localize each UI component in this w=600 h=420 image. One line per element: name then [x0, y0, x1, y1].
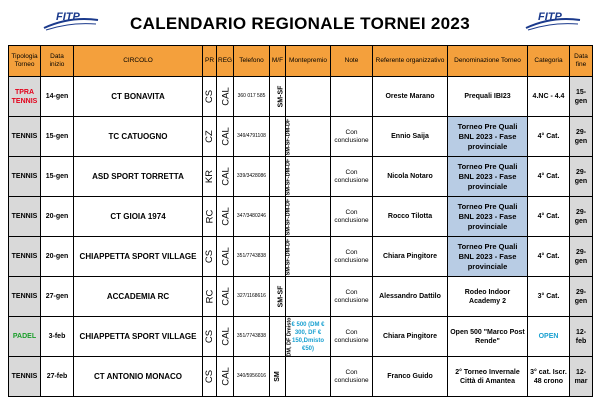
header-tipologia: Tipologia Torneo — [9, 46, 41, 77]
note-cell: Con conclusione — [331, 357, 373, 397]
tipologia-cell: TENNIS — [9, 357, 41, 397]
telefono-cell: 351/7743838 — [234, 237, 270, 277]
pr-cell — [203, 77, 217, 117]
circolo-cell: CHIAPPETTA SPORT VILLAGE — [74, 317, 203, 357]
denominazione-cell: Torneo Pre Quali BNL 2023 - Fase provinciale — [448, 237, 528, 277]
mf-cell — [270, 77, 286, 117]
tipologia-cell: TENNIS — [9, 277, 41, 317]
header-data-inizio: Data inizio — [41, 46, 74, 77]
note-cell: Con conclusione — [331, 317, 373, 357]
table-row — [9, 237, 593, 277]
mf-cell — [270, 317, 293, 357]
svg-text:FITP: FITP — [538, 11, 562, 23]
data-inizio-cell: 27-gen — [41, 277, 74, 317]
header-reg: REG — [217, 46, 234, 77]
table-row — [9, 197, 593, 237]
circolo-cell: CHIAPPETTA SPORT VILLAGE — [74, 237, 203, 277]
referente-cell: Rocco Tilotta — [373, 197, 448, 237]
pr-cell — [203, 277, 217, 317]
tipologia-cell: TPRA TENNIS — [9, 77, 41, 117]
data-inizio-cell: 20-gen — [41, 237, 74, 277]
reg-text: CAL — [220, 206, 232, 226]
table-row — [9, 77, 593, 117]
telefono-cell: 327/1168616 — [234, 277, 270, 317]
montepremio-cell — [286, 277, 331, 317]
circolo-cell: TC CATUOGNO — [74, 117, 203, 157]
categoria-cell: 3° Cat. — [528, 277, 570, 317]
mf-cell — [270, 237, 292, 277]
denominazione-cell: Torneo Pre Quali BNL 2023 - Fase provinciale — [448, 197, 528, 237]
tipologia-cell: TENNIS — [9, 237, 41, 277]
telefono-cell: 339/3428086 — [234, 157, 270, 197]
note-cell: Con conclusione — [331, 117, 373, 157]
circolo-cell: ACCADEMIA RC — [74, 277, 203, 317]
data-fine-cell: 29-gen — [570, 277, 593, 317]
mf-cell — [270, 117, 292, 157]
montepremio-cell — [286, 117, 331, 157]
montepremio-cell — [286, 237, 331, 277]
referente-cell: Chiara Pingitore — [373, 317, 448, 357]
header-note: Note — [331, 46, 373, 77]
tipologia-cell: TENNIS — [9, 197, 41, 237]
reg-text: CAL — [220, 86, 232, 106]
table-row — [9, 157, 593, 197]
circolo-cell: CT GIOIA 1974 — [74, 197, 203, 237]
note-cell: Con conclusione — [331, 157, 373, 197]
table-header-row — [9, 46, 593, 77]
table-row — [9, 277, 593, 317]
categoria-cell: OPEN — [528, 317, 570, 357]
mf-text: SM-SF-DM-DF — [285, 118, 292, 156]
reg-text: CAL — [220, 366, 232, 386]
reg-cell — [217, 77, 234, 117]
montepremio-cell — [286, 357, 331, 397]
categoria-cell: 4° Cat. — [528, 197, 570, 237]
pr-cell — [203, 317, 217, 357]
telefono-cell: 349/4791108 — [234, 117, 270, 157]
categoria-cell: 4° Cat. — [528, 117, 570, 157]
circolo-cell: ASD SPORT TORRETTA — [74, 157, 203, 197]
pr-cell — [203, 117, 217, 157]
table-row — [9, 357, 593, 397]
denominazione-cell: Torneo Pre Quali BNL 2023 - Fase provinciale — [448, 117, 528, 157]
mf-cell — [270, 157, 292, 197]
referente-cell: Chiara Pingitore — [373, 237, 448, 277]
tipologia-cell: TENNIS — [9, 117, 41, 157]
mf-cell — [270, 197, 292, 237]
data-fine-cell: 29-gen — [570, 157, 593, 197]
tipologia-cell: TENNIS — [9, 157, 41, 197]
referente-cell: Oreste Marano — [373, 77, 448, 117]
note-cell: Con conclusione — [331, 277, 373, 317]
categoria-cell: 4.NC - 4.4 — [528, 77, 570, 117]
header-categoria: Categoria — [528, 46, 570, 77]
pr-text: RC — [204, 209, 216, 223]
data-inizio-cell: 15-gen — [41, 157, 74, 197]
pr-text: KR — [204, 169, 216, 183]
reg-cell — [217, 237, 234, 277]
pr-cell — [203, 157, 217, 197]
data-inizio-cell: 27-feb — [41, 357, 74, 397]
data-fine-cell: 12-feb — [570, 317, 593, 357]
header-data-fine: Data fine — [570, 46, 593, 77]
denominazione-cell: 2° Torneo Invernale Città di Amantea — [448, 357, 528, 397]
montepremio-cell: € 500 (DM € 300, DF € 150,Dmisto €50) — [286, 317, 331, 357]
data-inizio-cell: 20-gen — [41, 197, 74, 237]
reg-text: CAL — [220, 126, 232, 146]
categoria-cell: 4° Cat. — [528, 157, 570, 197]
data-fine-cell: 12-mar — [570, 357, 593, 397]
mf-text: SM-SF — [277, 285, 285, 308]
data-fine-cell: 15-gen — [570, 77, 593, 117]
referente-cell: Alessandro Dattilo — [373, 277, 448, 317]
data-inizio-cell: 3-feb — [41, 317, 74, 357]
header-circolo: CIRCOLO — [74, 46, 203, 77]
pr-text: CS — [204, 89, 216, 103]
pr-cell — [203, 197, 217, 237]
pr-text: RC — [204, 289, 216, 303]
telefono-cell: 340/5956016 — [234, 357, 270, 397]
reg-cell — [217, 317, 234, 357]
tipologia-cell: PADEL — [9, 317, 41, 357]
note-cell — [331, 77, 373, 117]
header-referente: Referente organizzativo — [373, 46, 448, 77]
pr-text: CS — [204, 369, 216, 383]
tournament-calendar-table — [8, 45, 593, 397]
montepremio-cell — [286, 157, 331, 197]
table-row — [9, 117, 593, 157]
header-mf: M/F — [270, 46, 286, 77]
reg-text: CAL — [220, 286, 232, 306]
categoria-cell: 4° Cat. — [528, 237, 570, 277]
mf-cell — [270, 357, 286, 397]
reg-cell — [217, 117, 234, 157]
mf-text: SM-SF-DM-DF — [285, 238, 292, 276]
referente-cell: Franco Guido — [373, 357, 448, 397]
reg-cell — [217, 277, 234, 317]
montepremio-cell — [286, 197, 331, 237]
denominazione-cell: Torneo Pre Quali BNL 2023 - Fase provinciale — [448, 157, 528, 197]
mf-text: SM — [274, 371, 281, 382]
mf-text: SM-SF-DM-DF — [285, 198, 292, 236]
header-montepremio: Montepremio — [286, 46, 331, 77]
pr-text: CS — [204, 329, 216, 343]
circolo-cell: CT BONAVITA — [74, 77, 203, 117]
mf-text: SM-SF-DM-DF — [285, 158, 292, 196]
mf-cell — [270, 277, 286, 317]
note-cell: Con conclusione — [331, 197, 373, 237]
mf-text: SM-SF — [277, 85, 285, 108]
data-fine-cell: 29-gen — [570, 197, 593, 237]
data-inizio-cell: 15-gen — [41, 117, 74, 157]
reg-text: CAL — [220, 326, 232, 346]
reg-cell — [217, 357, 234, 397]
denominazione-cell: Rodeo Indoor Academy 2 — [448, 277, 528, 317]
referente-cell: Ennio Saija — [373, 117, 448, 157]
pr-cell — [203, 237, 217, 277]
reg-cell — [217, 157, 234, 197]
telefono-cell: 351/7743838 — [234, 317, 270, 357]
data-fine-cell: 29-gen — [570, 237, 593, 277]
svg-text:FITP: FITP — [56, 11, 80, 23]
pr-text: CZ — [203, 129, 215, 143]
reg-text: CAL — [220, 246, 232, 266]
data-inizio-cell: 14-gen — [41, 77, 74, 117]
categoria-cell: 3° cat. Iscr. 48 crono — [528, 357, 570, 397]
circolo-cell: CT ANTONIO MONACO — [74, 357, 203, 397]
table-row — [9, 317, 593, 357]
header-telefono: Telefono — [234, 46, 270, 77]
telefono-cell: 347/3480246 — [234, 197, 270, 237]
denominazione-cell: Prequali IBI23 — [448, 77, 528, 117]
telefono-cell: 360 017 585 — [234, 77, 270, 117]
header-denominazione: Denominazione Torneo — [448, 46, 528, 77]
note-cell: Con conclusione — [331, 237, 373, 277]
page-title: CALENDARIO REGIONALE TORNEI 2023 — [130, 14, 470, 33]
montepremio-cell — [286, 77, 331, 117]
denominazione-cell: Open 500 "Marco Post Rende" — [448, 317, 528, 357]
reg-text: CAL — [220, 166, 232, 186]
header-pr: PR — [203, 46, 217, 77]
reg-cell — [217, 197, 234, 237]
pr-text: CS — [204, 249, 216, 263]
data-fine-cell: 29-gen — [570, 117, 593, 157]
pr-cell — [203, 357, 217, 397]
mf-text: DM, DF Dmisto — [286, 317, 293, 357]
referente-cell: Nicola Notaro — [373, 157, 448, 197]
